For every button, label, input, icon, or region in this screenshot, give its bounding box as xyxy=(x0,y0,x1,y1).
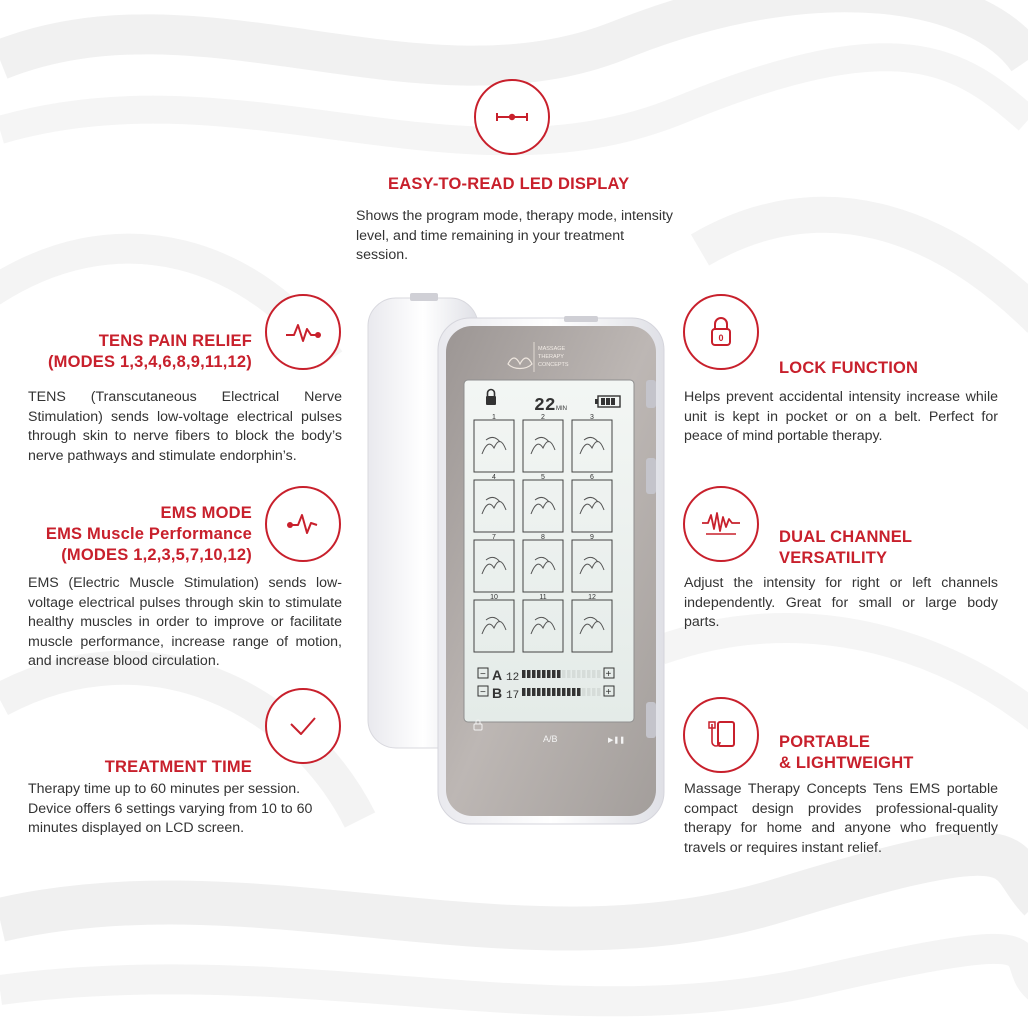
dual-channel-title-line-2: VERSATILITY xyxy=(779,549,888,567)
padlock-icon xyxy=(683,294,759,370)
lock-function-title: LOCK FUNCTION xyxy=(779,359,919,377)
brand-line-1: MASSAGE xyxy=(538,346,566,352)
pulse-wave-icon xyxy=(265,294,341,370)
intensity-bar xyxy=(572,670,576,678)
intensity-bar xyxy=(577,688,581,696)
intensity-bar xyxy=(557,688,561,696)
intensity-bar xyxy=(552,688,556,696)
treatment-time-title: TREATMENT TIME xyxy=(104,758,252,776)
tens-title-line-1: TENS PAIN RELIEF xyxy=(98,332,252,350)
ems-title xyxy=(46,503,252,566)
intensity-bar xyxy=(537,670,541,678)
intensity-bar xyxy=(597,688,601,696)
intensity-bar xyxy=(572,688,576,696)
channel-b-label: B xyxy=(492,685,503,701)
mode-number: 7 xyxy=(492,534,496,541)
heartbeat-icon xyxy=(265,486,341,562)
mode-number: 10 xyxy=(490,594,498,601)
lcd-screen xyxy=(464,380,634,722)
dual-channel-title xyxy=(779,527,912,569)
portable-title-line-1: PORTABLE xyxy=(779,733,871,751)
intensity-bar xyxy=(527,688,531,696)
ems-title-line-1: EMS MODE xyxy=(160,504,252,522)
checkmark-icon xyxy=(265,688,341,764)
intensity-bar xyxy=(592,688,596,696)
mode-number: 9 xyxy=(590,534,594,541)
intensity-bar xyxy=(542,670,546,678)
intensity-bar xyxy=(582,688,586,696)
channel-a-label: A xyxy=(492,667,503,683)
portable-title xyxy=(779,732,914,774)
intensity-bar xyxy=(567,688,571,696)
brand-line-3: CONCEPTS xyxy=(538,362,569,368)
ab-touch-button[interactable]: A/B xyxy=(543,734,558,744)
intensity-bar xyxy=(587,670,591,678)
tens-title-line-2: (MODES 1,3,4,6,8,9,11,12) xyxy=(47,353,252,371)
ems-description: EMS (Electric Muscle Stimulation) sends low-voltage electrical pulses through skin to stimulate healthy muscles in order to improve or facilitate muscle performance, increase range of motion, and increase blood circulation. xyxy=(28,575,342,669)
mode-number: 11 xyxy=(539,594,547,601)
intensity-bar xyxy=(522,688,526,696)
mode-number: 1 xyxy=(492,414,496,421)
svg-text:0: 0 xyxy=(718,333,724,343)
intensity-bar xyxy=(542,688,546,696)
tens-description: TENS (Transcutaneous Electrical Nerve Stimulation) sends low-voltage electrical pulses through skin to nerve fibers to block the body’s nerve pathways and stimulate endorphin’s. xyxy=(28,389,342,464)
intensity-bar xyxy=(532,670,536,678)
led-display-title: EASY-TO-READ LED DISPLAY xyxy=(388,175,630,193)
intensity-bar xyxy=(582,670,586,678)
intensity-bar xyxy=(592,670,596,678)
mode-number: 12 xyxy=(588,594,596,601)
mode-number: 5 xyxy=(541,474,545,481)
intensity-bar xyxy=(547,670,551,678)
intensity-bar xyxy=(557,670,561,678)
intensity-bar xyxy=(562,688,566,696)
intensity-bar xyxy=(527,670,531,678)
channel-b-value: 17 xyxy=(506,690,520,702)
dual-channel-title-line-1: DUAL CHANNEL xyxy=(779,528,913,546)
intensity-bar xyxy=(587,688,591,696)
intensity-bar xyxy=(532,688,536,696)
timer-unit: MIN xyxy=(556,406,567,412)
led-display-icon xyxy=(474,79,550,155)
intensity-bar xyxy=(597,670,601,678)
intensity-bar xyxy=(522,670,526,678)
mode-number: 4 xyxy=(492,474,496,481)
ems-title-line-3: (MODES 1,2,3,5,7,10,12) xyxy=(61,546,252,564)
intensity-bar xyxy=(537,688,541,696)
mode-number: 2 xyxy=(541,414,545,421)
timer-value: 22 xyxy=(534,396,556,416)
brand-line-2: THERAPY xyxy=(538,354,564,360)
led-display-description: Shows the program mode, therapy mode, intensity level, and time remaining in your treatment session. xyxy=(356,208,674,263)
portable-description: Massage Therapy Concepts Tens EMS portable compact design provides professional-quality therapy for home and anyone who frequently travels or requires instant relief. xyxy=(684,781,998,856)
intensity-bar xyxy=(547,688,551,696)
mode-number: 8 xyxy=(541,534,545,541)
mode-number: 6 xyxy=(590,474,594,481)
treatment-time-description: Therapy time up to 60 minutes per session. Device offers 6 settings varying from 10 to 60 minutes displayed on LCD screen. xyxy=(28,781,313,836)
tens-title xyxy=(48,331,252,373)
dual-wave-icon xyxy=(683,486,759,562)
portable-title-line-2: & LIGHTWEIGHT xyxy=(779,754,914,772)
portable-device-icon xyxy=(683,697,759,773)
channel-a-minus-label: − xyxy=(480,669,486,680)
channel-a-value: 12 xyxy=(506,672,520,684)
channel-b-plus-label: + xyxy=(605,687,612,698)
lock-function-description: Helps prevent accidental intensity increase while unit is kept in pocket or on a belt. Perfect for peace of mind portable therapy. xyxy=(684,389,998,444)
play-pause-touch-button[interactable]: ▶❚❚ xyxy=(608,737,626,744)
channel-b-minus-label: − xyxy=(480,687,486,698)
intensity-bar xyxy=(552,670,556,678)
tens-device-image xyxy=(360,290,670,830)
intensity-bar xyxy=(562,670,566,678)
intensity-bar xyxy=(567,670,571,678)
dual-channel-description: Adjust the intensity for right or left channels independently. Great for small or large body parts. xyxy=(684,575,998,630)
channel-a-plus-label: + xyxy=(605,669,612,680)
mode-number: 3 xyxy=(590,414,594,421)
intensity-bar xyxy=(577,670,581,678)
ems-title-line-2: EMS Muscle Performance xyxy=(45,525,252,543)
